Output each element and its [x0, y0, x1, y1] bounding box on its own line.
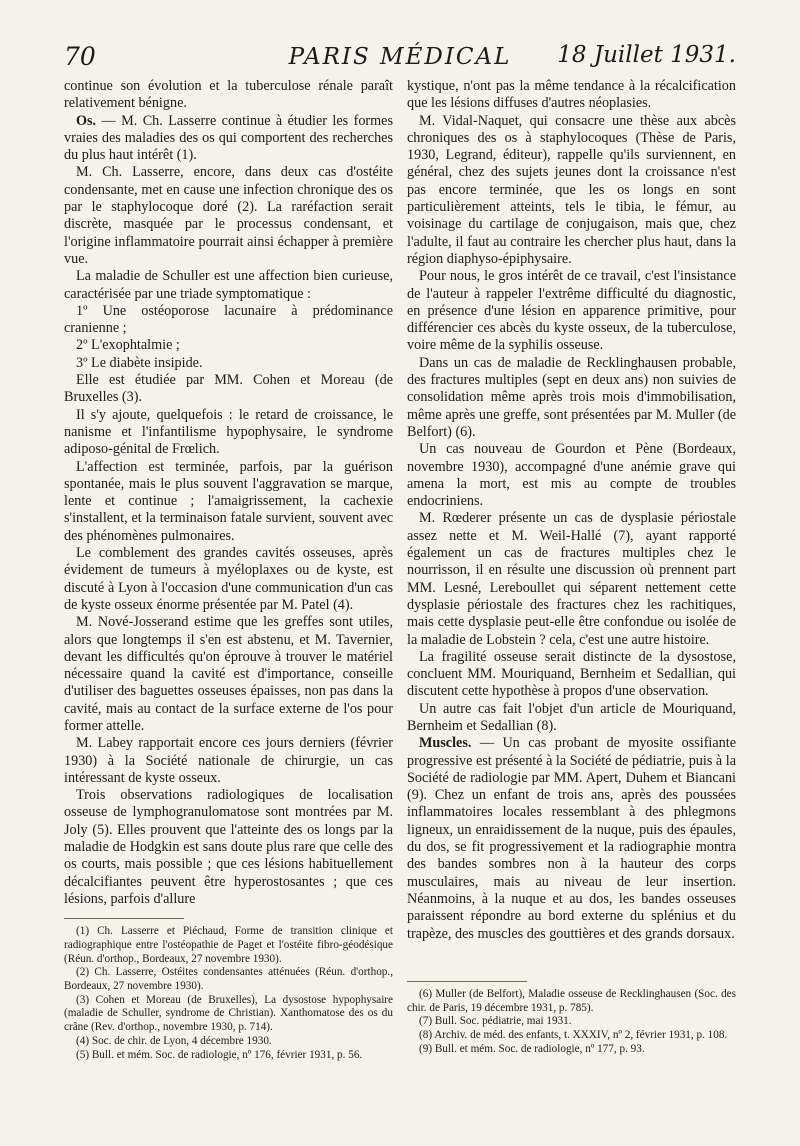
footnote: (5) Bull. et mém. Soc. de radiologie, nº 176, février 1931, p. 56.: [76, 1048, 363, 1061]
paragraph: M. Nové-Josserand estime que les greffes sont utiles, alors que longtemps il s'en est abstenu, et M. Tavernier, devant les difficultés qu'on éprouve à trouver le matériel nécessaire quand la cavité est d'importance, conseille d'utiliser des baguettes osseuses épaisses, non pas dans la cavité, mais au contact de la surface externe de l'os pour former attelle.: [64, 614, 393, 734]
paragraph-muscles-section: Muscles. — Un cas probant de myosite ossifiante progressive est présenté à la Société de pédiatrie, puis à la Société de radiologie par MM. Apert, Duhem et Biancani (9). Chez un enfant de trois ans, après des poussées inflammatoires locales ressemblant à des phlegmons ligneux, un enraidissement de la nuque, puis des épaules, du dos, se fit progressivement et la radiographie montra des bandes sombres non à la hauteur des corps musculaires, mais au niveau de leur insertion. Néanmoins, à la nuque et au dos, les bandes osseuses paraissent répondre au bord externe du splénius et du trapèze, des muscles des gouttières et des grands dorsaux.: [407, 735, 736, 942]
paragraph: M. Labey rapportait encore ces jours derniers (février 1930) à la Société nationale de chirurgie, un cas intéressant de kyste osseux.: [64, 735, 393, 786]
journal-title: PARIS MÉDICAL: [288, 44, 512, 70]
paragraph: L'affection est terminée, parfois, par la guérison spontanée, mais le plus souvent l'aggravation se marque, lente et continue ; l'amaigrissement, la cachexie s'installent, et la terminaison fatale survient, souvent avec des phénomènes pulmonaires.: [64, 458, 393, 544]
footnote: (7) Bull. Soc. pédiatrie, mai 1931.: [419, 1015, 572, 1028]
paragraph: Le comblement des grandes cavités osseuses, après évidement de tumeurs à myéloplaxes ou de kyste, est discuté à Lyon à l'occasion d'une communication d'un cas de kyste osseux énorme présentée par M. Patel (4).: [64, 545, 393, 613]
paragraph: M. Rœderer présente un cas de dysplasie périostale assez nette et M. Weil-Hallé (7), ayant rapporté également un cas de fractures multiples chez le nourrisson, il en résulte une discussion où prennent part MM. Lesné, Lereboullet qui séparent nettement cette dysplasie périostale des fractures chez les rachitiques, mais cette dysplasie peut-elle être confondue ou isolée de la maladie de Lobstein ? cela, c'est une autre histoire.: [407, 510, 736, 648]
paragraph: M. Vidal-Naquet, qui consacre une thèse aux abcès chroniques des os à staphylocoques (Thèse de Paris, 1930, Legrand, éditeur), rappelle qu'ils surviennent, en général, chez des sujets jeunes dont la croissance n'est pas encore terminée, que les os longs en sont particulièrement atteints, tels le tibia, le fémur, au voisinage du cartilage de conjugaison, mais que, chez l'adulte, il faut au contraire les chercher plus haut, dans la région diaphyso-épiphysaire.: [407, 112, 736, 267]
paragraph: La maladie de Schuller est une affection bien curieuse, caractérisée par une triade symptomatique :: [64, 268, 393, 302]
paragraph: Elle est étudiée par MM. Cohen et Moreau (de Bruxelles (3).: [64, 372, 393, 406]
paragraph-os-section: Os. — M. Ch. Lasserre continue à étudier les formes vraies des maladies des os qui comportent des recherches du plus haut intérêt (1).: [64, 112, 393, 164]
footnote: (2) Ch. Lasserre, Ostéites condensantes atténuées (Réun. d'orthop., Bordeaux, 27 novembre 1930).: [64, 966, 393, 993]
page-header: [64, 42, 736, 74]
page-number: 70: [64, 42, 96, 71]
footnote: (1) Ch. Lasserre et Piéchaud, Forme de transition clinique et radiographique entre l'ostéopathie de Paget et l'ostéite fibro-géodésique (Réun. d'orthop., Bordeaux, 27 novembre 1930).: [64, 925, 393, 965]
footnotes-left: [64, 925, 393, 1062]
left-column: [64, 78, 393, 1062]
footnote: (6) Muller (de Belfort), Maladie osseuse de Recklinghausen (Soc. des chir. de Paris, 19 décembre 1931, p. 785).: [407, 987, 736, 1014]
paragraph: Trois observations radiologiques de localisation osseuse de lymphogranulomatose sont montrées par M. Joly (5). Elles prouvent que l'atteinte des os longs par la maladie de Hodgkin est sans doute plus rare que celle des os courts, mais possible ; que ces lésions habituellement décalcifiantes peuvent être hyperostosantes ; que ces lésions, parfois d'allure: [64, 787, 393, 907]
paragraph: continue son évolution et la tuberculose rénale paraît relativement bénigne.: [64, 78, 393, 112]
paragraph: Dans un cas de maladie de Recklinghausen probable, des fractures multiples (sept en deux ans) non suivies de consolidation même après trois mois d'immobilisation, même après une greffe, sont présentées par M. Muller (de Belfort) (6).: [407, 354, 736, 440]
footnote-divider: [64, 918, 184, 919]
paragraph: kystique, n'ont pas la même tendance à la récalcification que les lésions diffuses d'autres néoplasies.: [407, 78, 736, 112]
right-column: [407, 78, 736, 1056]
footnote: (8) Archiv. de méd. des enfants, t. XXXIV, nº 2, février 1931, p. 108.: [419, 1028, 728, 1041]
footnote: (9) Bull. et mém. Soc. de radiologie, nº 177, p. 93.: [419, 1042, 645, 1055]
footnote: (4) Soc. de chir. de Lyon, 4 décembre 1930.: [76, 1034, 272, 1047]
paragraph: La fragilité osseuse serait distincte de la dysostose, concluent MM. Mouriquand, Bernheim et Sedallian, qui discutent cette hypothèse à propos d'une observation.: [407, 648, 736, 700]
paragraph: M. Ch. Lasserre, encore, dans deux cas d'ostéite condensante, met en cause une infection chronique des os par le staphylocoque doré (2). La raréfaction serait discrète, masquée par le processus condensant, et l'origine inflammatoire pourrait ainsi échapper à première vue.: [64, 164, 393, 267]
list-item: 3º Le diabète insipide.: [76, 354, 203, 371]
list-item: 1º Une ostéoporose lacunaire à prédominance cranienne ;: [64, 302, 393, 337]
issue-date: 18 Juillet 1931.: [557, 42, 736, 68]
paragraph: Un autre cas fait l'objet d'un article de Mouriquand, Bernheim et Sedallian (8).: [407, 700, 736, 734]
list-item: 2º L'exophtalmie ;: [76, 337, 180, 354]
paragraph: Il s'y ajoute, quelquefois : le retard de croissance, le nanisme et l'infantilisme hypophysaire, le syndrome adiposo-génital de Frœlich.: [64, 406, 393, 458]
footnote-divider: [407, 981, 527, 982]
paragraph: Un cas nouveau de Gourdon et Pène (Bordeaux, novembre 1930), accompagné d'une anémie grave qui amena la mort, est mis au compte de troubles endocriniens.: [407, 441, 736, 510]
footnote: (3) Cohen et Moreau (de Bruxelles), La dysostose hypophysaire (maladie de Schuller, syndrome de Christian). Xanthomatose des os du crâne (Rev. d'orthop., novembre 1930, p. 714).: [64, 993, 393, 1034]
paragraph: Pour nous, le gros intérêt de ce travail, c'est l'insistance de l'auteur à rappeler l'extrême difficulté du diagnostic, en présence d'une lésion en apparence primitive, pour différencier ces abcès du kyste osseux, de la tuberculose, voire même de la syphilis osseuse.: [407, 268, 736, 354]
footnotes-right: [407, 988, 736, 1057]
